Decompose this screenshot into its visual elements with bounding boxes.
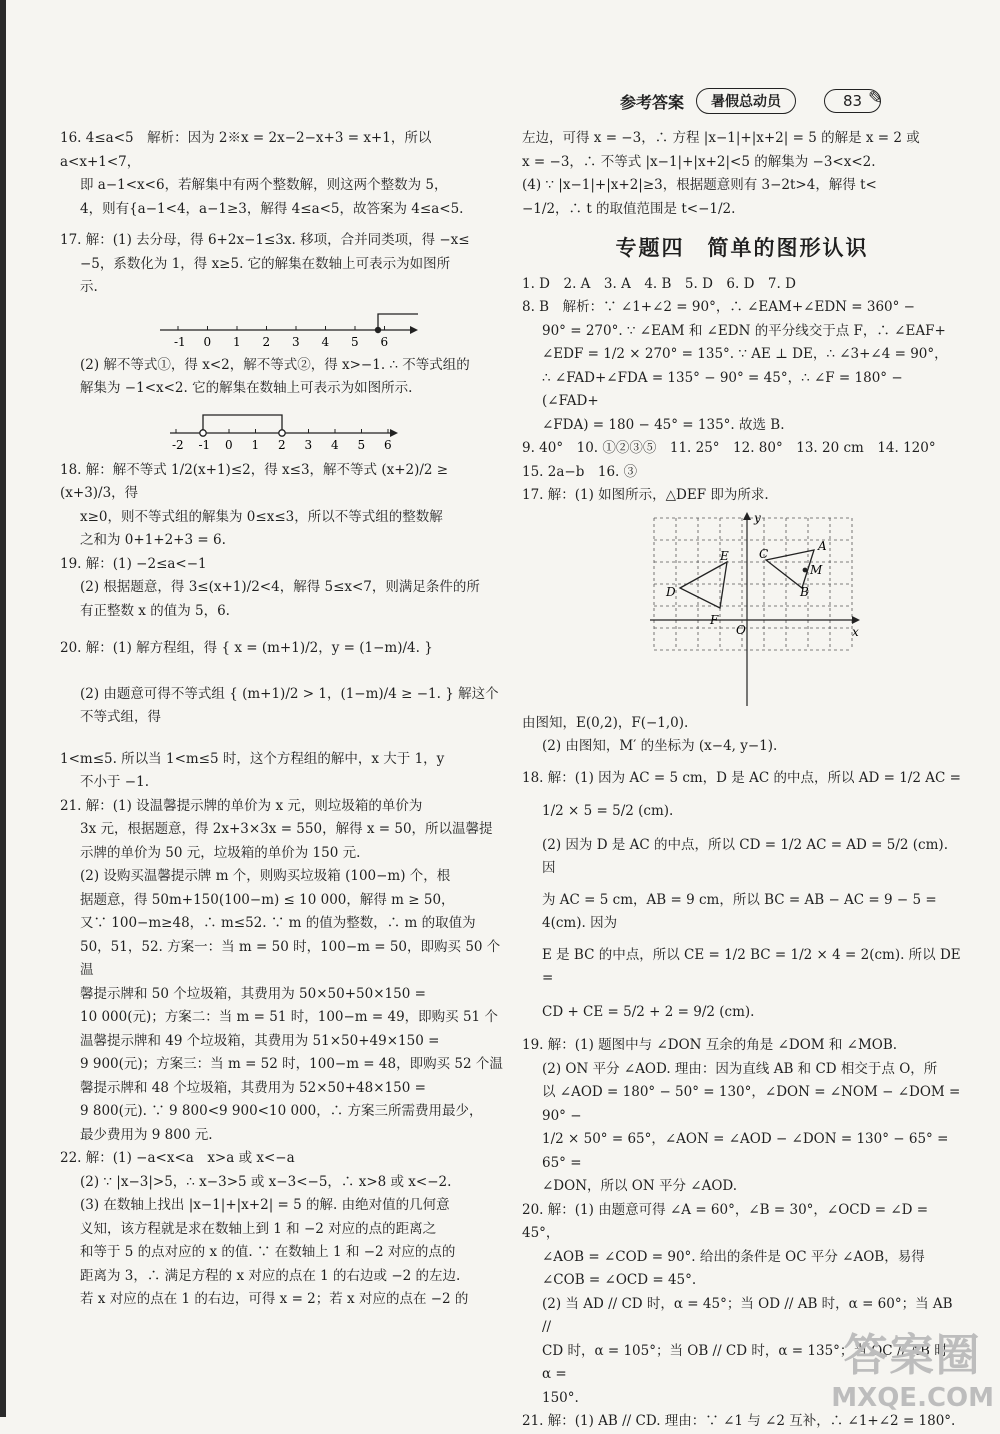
- left-column: [60, 127, 510, 1312]
- answer-8-line: 90° = 270°. ∵ ∠EAM 和 ∠EDN 的平分线交于点 F，∴ ∠EAF+: [542, 322, 946, 339]
- answer-20-line: 150°.: [542, 1389, 579, 1406]
- answer-19-line: (2) ON 平分 ∠AOD. 理由：因为直线 AB 和 CD 相交于点 O，所: [542, 1060, 938, 1077]
- answer-20-line: ∠AOB = ∠COD = 90°. 给出的条件是 OC 平分 ∠AOB，易得: [542, 1248, 925, 1265]
- answer-17-line: 由图知，E(0,2)，F(−1,0).: [522, 714, 689, 731]
- tick-label: -2: [172, 437, 184, 452]
- right-column: [522, 127, 962, 1434]
- watermark: [831, 1319, 994, 1413]
- answer-18-line: 之和为 0+1+2+3 = 6.: [80, 532, 226, 548]
- answer-22-line: 若 x 对应的点在 1 的右边，可得 x = 2；若 x 对应的点在 −2 的: [80, 1291, 469, 1307]
- answer-16-line: 16. 4≤a<5 解析：因为 2※x = 2x−2−x+3 = x+1，所以 a<x+1<7，: [60, 130, 432, 170]
- answer-20-line: (2) 当 AD // CD 时，α = 45°；当 OD // AB 时，α = 60°；当 AB //: [542, 1295, 953, 1335]
- answer-21-line: 9 900(元)；方案三：当 m = 52 时，100−m = 48，即购买 52 个温: [80, 1056, 503, 1072]
- answer-22-line: 和等于 5 的点对应的 x 的值. ∵ 在数轴上 1 和 −2 对应的点的: [80, 1244, 456, 1260]
- answer-21-line: 示牌的单价为 50 元，垃圾箱的单价为 150 元.: [80, 844, 361, 861]
- tick-label: 0: [203, 334, 212, 349]
- answer-18-line: CD + CE = 5/2 + 2 = 9/2 (cm).: [542, 1003, 755, 1020]
- answers-9-14: 9. 40° 10. ①②③⑤ 11. 25° 12. 80° 13. 20 cm 14. 120°: [522, 440, 936, 456]
- answers-15-16: 15. 2a−b 16. ③: [522, 463, 638, 480]
- coordinate-figure: [522, 510, 962, 710]
- answer-22-line: (3) 在数轴上找出 |x−1|+|x+2| = 5 的解. 由绝对值的几何意: [80, 1197, 450, 1213]
- answer-19-line: 1/2 × 50° = 65°，∠AON = ∠AOD − ∠DON = 130° − 65° = 65° =: [542, 1131, 949, 1171]
- answers-1-7: 1. D 2. A 3. A 4. B 5. D 6. D 7. D: [522, 275, 796, 292]
- answer-22-line: (2) ∵ |x−3|>5，∴ x−3>5 或 x−3<−5，∴ x>8 或 x<−2.: [80, 1173, 452, 1190]
- page-header: [620, 86, 950, 116]
- answer-16-line: 即 a−1<x<6，若解集中有两个整数解，则这两个整数为 5，: [80, 177, 448, 193]
- tick-label: -1: [198, 437, 211, 452]
- tick-label: 2: [278, 437, 286, 452]
- label-O: O: [736, 622, 746, 637]
- number-line-2: [60, 403, 500, 457]
- tick-label: 1: [233, 334, 241, 349]
- answer-18-line: 1/2 × 5 = 5/2 (cm).: [542, 803, 674, 819]
- answer-21-line: 9 800(元). ∵ 9 800<9 900<10 000，∴ 方案三所需费用最少，: [80, 1103, 483, 1119]
- number-line-1: [60, 302, 500, 352]
- tick-label: 4: [321, 334, 330, 349]
- answer-22-line: 义知，该方程就是求在数轴上到 1 和 −2 对应的点的距离之: [80, 1220, 437, 1237]
- answer-21-line: 3x 元，根据题意，得 2x+3×3x = 550，解得 x = 50，所以温馨提: [80, 821, 493, 837]
- mascot-icon: ✎: [868, 88, 884, 109]
- tick-label: 2: [262, 334, 271, 349]
- page-number: 83: [824, 89, 881, 113]
- label-F: F: [710, 612, 719, 627]
- label-x: x: [852, 624, 859, 639]
- answer-20-line: ∠COB = ∠OCD = 45°.: [542, 1272, 697, 1288]
- answer-18-line: E 是 BC 的中点，所以 CE = 1/2 BC = 1/2 × 4 = 2(cm). 所以 DE =: [542, 946, 961, 986]
- answer-19-line: 有正整数 x 的值为 5，6.: [80, 602, 230, 619]
- answer-21-line: 10 000(元)；方案二：当 m = 51 时，100−m = 49，即购买 51 个: [80, 1009, 498, 1025]
- label-D: D: [666, 584, 676, 599]
- answer-18-line: (2) 因为 D 是 AC 的中点，所以 CD = 1/2 AC = AD = 5/2 (cm). 因: [542, 836, 948, 876]
- tick-label: 0: [225, 437, 233, 452]
- page-spine: [0, 0, 6, 1417]
- answer-18-line: 18. 解：(1) 因为 AC = 5 cm，D 是 AC 的中点，所以 AD = 1/2 AC =: [522, 769, 961, 786]
- label-M: M: [810, 562, 823, 577]
- answer-21-line: 50，51，52. 方案一：当 m = 50 时，100−m = 50，即购买 50 个温: [80, 938, 501, 978]
- answer-20-line: CD 时，α = 105°；当 OB // CD 时，α = 135°；当 OC // AB 时，α =: [542, 1342, 962, 1382]
- answer-22-continued: x = −3，∴ 不等式 |x−1|+|x+2|<5 的解集为 −3<x<2.: [522, 153, 876, 170]
- label-E: E: [720, 548, 729, 563]
- answer-21-line: 21. 解：(1) 设温馨提示牌的单价为 x 元，则垃圾箱的单价为: [60, 797, 423, 814]
- answer-8-line: ∴ ∠FAD+∠FDA = 135° − 90° = 45°，∴ ∠F = 180° − (∠FAD+: [542, 369, 903, 409]
- answer-18-line: 18. 解：解不等式 1/2(x+1)≤2，得 x≤3，解不等式 (x+2)/2 ≥ (x+3)/3，得: [60, 461, 449, 501]
- answer-17-line: 17. 解：(1) 如图所示，△DEF 即为所求.: [522, 487, 769, 503]
- answer-8-line: ∠EDF = 1/2 × 270° = 135°. ∵ AE ⊥ DE，∴ ∠3+∠4 = 90°，: [542, 346, 948, 362]
- answer-20-line: 不小于 −1.: [80, 774, 149, 790]
- label-B: B: [800, 584, 809, 599]
- series-name: 暑假总动员: [696, 88, 796, 114]
- answer-21-line: 21. 解：(1) AB // CD. 理由：∵ ∠1 与 ∠2 互补，∴ ∠1+∠2 = 180°.: [522, 1413, 956, 1429]
- tick-label: -1: [174, 334, 186, 349]
- answer-22-line: 22. 解：(1) −a<x<a x>a 或 x<−a: [60, 1150, 295, 1166]
- answer-18-line: 为 AC = 5 cm，AB = 9 cm，所以 BC = AB − AC = 9 − 5 = 4(cm). 因为: [542, 891, 937, 931]
- answer-20-line: (2) 由题意可得不等式组 { (m+1)/2 > 1，(1−m)/4 ≥ −1. } 解这个不等式组，得: [80, 685, 499, 725]
- answer-21-line: 又∵ 100−m≥48，∴ m≤52. ∵ m 的值为整数，∴ m 的取值为: [80, 915, 476, 931]
- answer-22-continued: (4) ∵ |x−1|+|x+2|≥3，根据题意则有 3−2t>4，解得 t<: [522, 177, 877, 193]
- answer-19-line: (2) 根据题意，得 3≤(x+1)/2<4，解得 5≤x<7，则满足条件的所: [80, 579, 480, 595]
- answer-16-line: 4，则有{a−1<4，a−1≥3，解得 4≤a<5，故答案为 4≤a<5.: [80, 200, 464, 217]
- answer-21-line: 馨提示牌和 48 个垃圾箱，其费用为 52×50+48×150 =: [80, 1079, 426, 1096]
- answer-18-line: x≥0，则不等式组的解集为 0≤x≤3，所以不等式组的整数解: [80, 508, 443, 525]
- answer-21-line: 最少费用为 9 800 元.: [80, 1126, 213, 1143]
- tick-label: 5: [357, 437, 366, 452]
- tick-label: 3: [292, 334, 300, 349]
- label-A: A: [818, 538, 827, 553]
- answer-22-continued: 左边，可得 x = −3，∴ 方程 |x−1|+|x+2| = 5 的解是 x = 2 或: [522, 130, 920, 146]
- answer-19-line: 19. 解：(1) −2≤a<−1: [60, 555, 207, 572]
- tick-label: 4: [331, 437, 339, 452]
- answer-20-line: 1<m≤5. 所以当 1<m≤5 时，这个方程组的解中，x 大于 1，y: [60, 750, 445, 767]
- tick-label: 6: [384, 437, 392, 452]
- tick-label: 5: [351, 334, 359, 349]
- answer-21-line: 据题意，得 50m+150(100−m) ≤ 10 000，解得 m ≥ 50，: [80, 891, 455, 908]
- answer-17-line: −5，系数化为 1，得 x≥5. 它的解集在数轴上可表示为如图所: [80, 255, 451, 272]
- tick-label: 6: [380, 334, 389, 349]
- answer-17-line: 示.: [80, 279, 98, 295]
- header-label: 参考答案: [620, 92, 685, 112]
- answer-8-line: 8. B 解析：∵ ∠1+∠2 = 90°，∴ ∠EAM+∠EDN = 360° −: [522, 299, 915, 315]
- answer-19-line: ∠DON，所以 ON 平分 ∠AOD.: [542, 1178, 738, 1194]
- answer-17-line: 解集为 −1<x<2. 它的解集在数轴上可表示为如图所示.: [80, 380, 413, 396]
- watermark-url: MXQE.COM: [831, 1383, 994, 1413]
- answer-17-line: (2) 解不等式①，得 x<2，解不等式②，得 x>−1. ∴ 不等式组的: [80, 356, 470, 373]
- answer-21-line: (2) 设购买温馨提示牌 m 个，则购买垃圾箱 (100−m) 个，根: [80, 868, 451, 884]
- answer-20-line: 20. 解：(1) 由题意可得 ∠A = 60°，∠B = 30°，∠OCD = ∠D = 45°，: [522, 1201, 929, 1241]
- answer-22-continued: −1/2，∴ t 的取值范围是 t<−1/2.: [522, 200, 736, 217]
- answer-21-line: 温馨提示牌和 49 个垃圾箱，其费用为 51×50+49×150 =: [80, 1032, 440, 1049]
- answer-22-line: 距离为 3，∴ 满足方程的 x 对应的点在 1 的右边或 −2 的左边.: [80, 1267, 461, 1284]
- answer-19-line: 19. 解：(1) 题图中与 ∠DON 互余的角是 ∠DOM 和 ∠MOB.: [522, 1037, 898, 1053]
- answer-20-line: 20. 解：(1) 解方程组，得 { x = (m+1)/2，y = (1−m)/4. }: [60, 640, 433, 656]
- answer-17-line: 17. 解：(1) 去分母，得 6+2x−1≤3x. 移项，合并同类项，得 −x≤: [60, 232, 470, 248]
- answer-17-line: (2) 由图知，M′ 的坐标为 (x−4, y−1).: [542, 738, 778, 754]
- answer-21-line: 馨提示牌和 50 个垃圾箱，其费用为 50×50+50×150 =: [80, 985, 426, 1002]
- answer-8-line: ∠FDA) = 180 − 45° = 135°. 故选 B.: [542, 416, 785, 433]
- label-C: C: [759, 546, 769, 561]
- watermark-logo: 答案圈: [843, 1330, 982, 1381]
- answer-19-line: 以 ∠AOD = 180° − 50° = 130°，∠DON = ∠NOM − ∠DOM = 90° −: [542, 1084, 961, 1124]
- label-y: y: [754, 510, 761, 525]
- tick-label: 3: [304, 437, 313, 452]
- tick-label: 1: [251, 437, 260, 452]
- section-title: 专题四 简单的图形认识: [615, 236, 869, 260]
